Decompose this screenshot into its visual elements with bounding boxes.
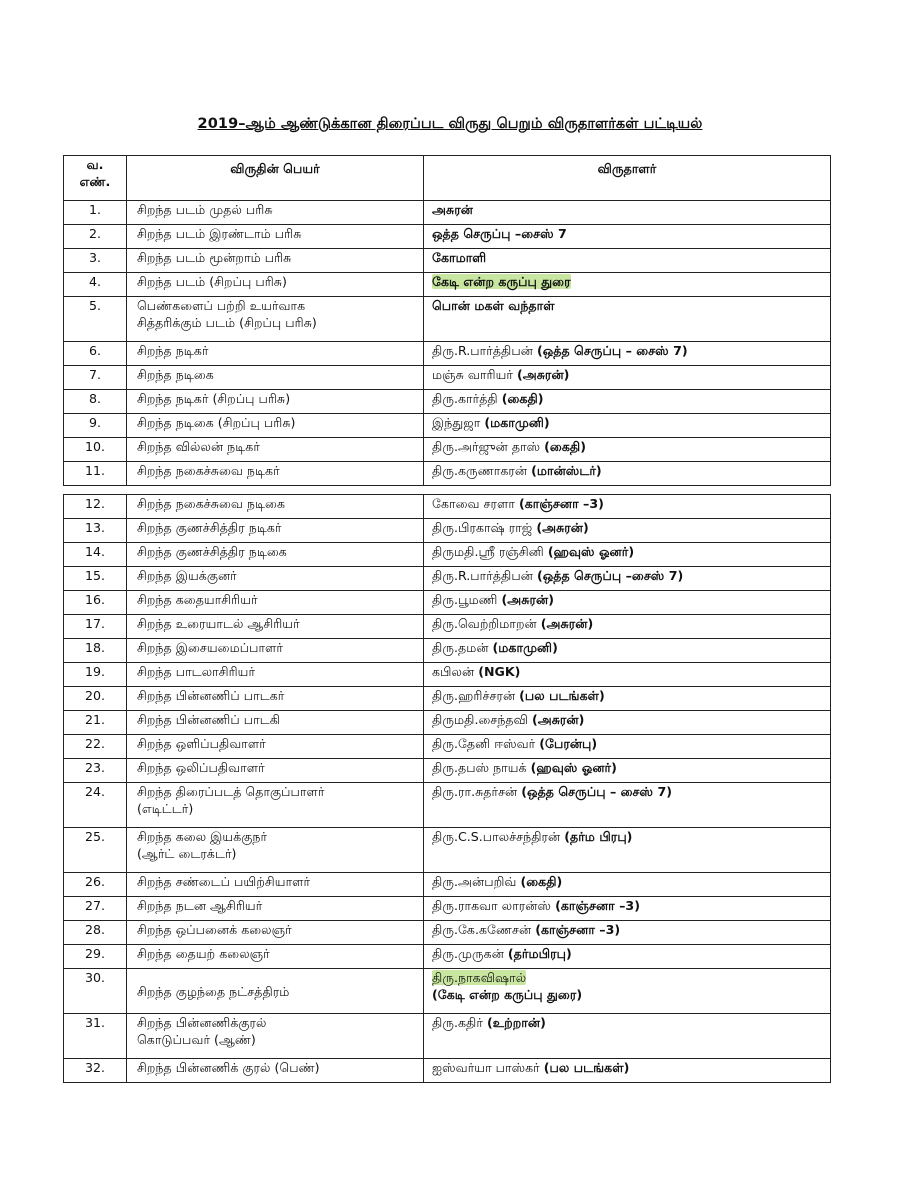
award-name-line: சிறந்த ஒலிப்பதிவாளர் — [137, 760, 265, 775]
award-name — [127, 873, 424, 897]
table-row — [64, 249, 831, 273]
award-name-line: சிறந்த குணச்சித்திர நடிகர் — [137, 520, 282, 535]
winner-name: திரு.ரா.சுதர்சன் — [432, 784, 522, 799]
winner — [424, 201, 831, 225]
award-name-line: சிறந்த உரையாடல் ஆசிரியர் — [137, 616, 300, 631]
award-name-line: பெண்களைப் பற்றி உயர்வாக — [137, 298, 306, 313]
serial-number: 1. — [64, 201, 127, 225]
winner — [424, 759, 831, 783]
winner-name: திருமதி.ஸ்ரீ ரஞ்சினி — [432, 544, 548, 559]
winner-name: இந்துஜா — [432, 415, 485, 430]
award-name — [127, 519, 424, 543]
winner — [424, 249, 831, 273]
winner — [424, 567, 831, 591]
film-title: (NGK) — [478, 664, 521, 679]
award-name — [127, 495, 424, 519]
winner-name: திரு.அர்ஜுன் தாஸ் — [432, 439, 545, 454]
award-name — [127, 414, 424, 438]
table-row — [64, 639, 831, 663]
winner-name: திரு.பூமணி — [432, 592, 502, 607]
film-title: (ஒத்த செருப்பு –சைஸ் 7) — [536, 568, 684, 583]
awards-table-part-2 — [63, 494, 831, 1083]
film-title: (பேரன்பு) — [539, 736, 598, 751]
table-row — [64, 414, 831, 438]
winner-name: திரு.அன்பறிவ் — [432, 874, 521, 889]
winner — [424, 663, 831, 687]
winner-name: திரு.C.S.பாலச்சந்திரன் — [432, 829, 565, 844]
winner — [424, 783, 831, 828]
award-name-line-2: (எடிட்டர்) — [137, 801, 194, 816]
winner — [424, 297, 831, 342]
award-name-line: சிறந்த நடிகை (சிறப்பு பரிசு) — [137, 415, 296, 430]
winner — [424, 543, 831, 567]
award-name-line: சிறந்த இயக்குனர் — [137, 568, 237, 583]
film-title: (அசுரன்) — [516, 367, 570, 382]
table-row — [64, 759, 831, 783]
table-row — [64, 390, 831, 414]
serial-number: 11. — [64, 462, 127, 486]
table-row — [64, 201, 831, 225]
award-name — [127, 390, 424, 414]
table-row — [64, 1059, 831, 1083]
award-name-line: சிறந்த குணச்சித்திர நடிகை — [137, 544, 287, 559]
table-row — [64, 945, 831, 969]
award-name — [127, 249, 424, 273]
film-title: (ஹவுஸ் ஓனர்) — [530, 760, 617, 775]
winner — [424, 438, 831, 462]
award-name — [127, 543, 424, 567]
winner — [424, 1014, 831, 1059]
winner — [424, 615, 831, 639]
table-row — [64, 873, 831, 897]
award-name — [127, 591, 424, 615]
winner-name: திரு.ஹரிச்சரன் — [432, 688, 520, 703]
film-title: (ஒத்த செருப்பு – சைஸ் 7) — [521, 784, 672, 799]
table-row — [64, 366, 831, 390]
serial-number: 13. — [64, 519, 127, 543]
award-name — [127, 567, 424, 591]
table-row — [64, 342, 831, 366]
page-title: 2019–ஆம் ஆண்டுக்கான திரைப்பட விருது பெறும் விருதாளர்கள் பட்டியல் — [197, 116, 703, 132]
award-name-line: சிறந்த திரைப்படத் தொகுப்பாளர் — [137, 784, 325, 799]
film-title: அசுரன் — [432, 202, 473, 217]
award-name-line: சிறந்த இசையமைப்பாளர் — [137, 640, 283, 655]
serial-number: 20. — [64, 687, 127, 711]
film-title: (காஞ்சனா –3) — [535, 922, 621, 937]
table-row — [64, 273, 831, 297]
winner — [424, 897, 831, 921]
award-name-line: சிறந்த படம் இரண்டாம் பரிசு — [137, 226, 302, 241]
award-name-line: சிறந்த நகைச்சுவை நடிகை — [137, 496, 286, 511]
film-title: கேடி என்ற கருப்பு துரை — [432, 274, 571, 289]
award-name — [127, 297, 424, 342]
serial-number: 5. — [64, 297, 127, 342]
table-row — [64, 897, 831, 921]
serial-number: 4. — [64, 273, 127, 297]
table-row — [64, 663, 831, 687]
winner — [424, 945, 831, 969]
film-title: (பல படங்கள்) — [519, 688, 605, 703]
award-name — [127, 225, 424, 249]
serial-number: 28. — [64, 921, 127, 945]
film-title: (கைதி) — [501, 391, 544, 406]
film-title: பொன் மகள் வந்தாள் — [432, 298, 555, 313]
film-title: (மகாமுனி) — [484, 415, 550, 430]
winner-name: திரு.நாகவிஷால் — [432, 970, 527, 985]
winner-name: திரு.கருணாகரன் — [432, 463, 532, 478]
serial-number: 31. — [64, 1014, 127, 1059]
table-row — [64, 438, 831, 462]
table-header-row — [64, 156, 831, 201]
table-row — [64, 543, 831, 567]
film-title: ஒத்த செருப்பு –சைஸ் 7 — [432, 226, 567, 241]
film-title: (ஒத்த செருப்பு – சைஸ் 7) — [536, 343, 688, 358]
awards-table-part-1 — [63, 155, 831, 486]
table-row — [64, 711, 831, 735]
serial-number: 19. — [64, 663, 127, 687]
award-name — [127, 687, 424, 711]
header-award-name: விருதின் பெயர் — [127, 156, 424, 201]
award-name-line: சிறந்த வில்லன் நடிகர் — [137, 439, 260, 454]
winner-name: திரு.R.பார்த்திபன் — [432, 343, 537, 358]
winner-name: திரு.கே.கணேசன் — [432, 922, 536, 937]
table-row — [64, 591, 831, 615]
winner — [424, 873, 831, 897]
film-title: (கைதி) — [544, 439, 586, 454]
award-name-line: சிறந்த நகைச்சுவை நடிகர் — [137, 463, 280, 478]
table-row — [64, 921, 831, 945]
serial-number: 12. — [64, 495, 127, 519]
header-winner: விருதாளர் — [424, 156, 831, 201]
award-name-line: சிறந்த படம் முதல் பரிசு — [137, 202, 273, 217]
film-title: (அசுரன்) — [536, 520, 589, 535]
award-name — [127, 639, 424, 663]
serial-number: 26. — [64, 873, 127, 897]
film-title: (காஞ்சனா –3) — [555, 898, 640, 913]
award-name — [127, 342, 424, 366]
award-name-line: சிறந்த படம் மூன்றாம் பரிசு — [137, 250, 292, 265]
winner — [424, 495, 831, 519]
award-name-line: சிறந்த பின்னணிக் குரல் (பெண்) — [137, 1060, 320, 1075]
film-title: (மகாமுனி) — [492, 640, 558, 655]
serial-number: 16. — [64, 591, 127, 615]
winner-name: திரு.ராகவா லாரன்ஸ் — [432, 898, 556, 913]
winner — [424, 342, 831, 366]
winner — [424, 639, 831, 663]
winner — [424, 462, 831, 486]
winner-name: திரு.கார்த்தி — [432, 391, 502, 406]
award-name-line: சிறந்த நடிகர் (சிறப்பு பரிசு) — [137, 391, 291, 406]
award-name — [127, 921, 424, 945]
award-name — [127, 969, 424, 1014]
award-name — [127, 663, 424, 687]
table-row — [64, 969, 831, 1014]
serial-number: 29. — [64, 945, 127, 969]
winner — [424, 273, 831, 297]
winner-name: திரு.தேனி ஈஸ்வர் — [432, 736, 540, 751]
winner — [424, 519, 831, 543]
winner — [424, 735, 831, 759]
award-name-line: சிறந்த பாடலாசிரியர் — [137, 664, 256, 679]
winner — [424, 225, 831, 249]
serial-number: 9. — [64, 414, 127, 438]
winner-name: திரு.தமன் — [432, 640, 493, 655]
award-name-line: சிறந்த பின்னணிப் பாடகி — [137, 712, 281, 727]
table-row — [64, 615, 831, 639]
film-title: (பல படங்கள்) — [543, 1060, 630, 1075]
film-title: (மான்ஸ்டர்) — [531, 463, 602, 478]
award-name-line: சிறந்த நடன ஆசிரியர் — [137, 898, 263, 913]
serial-number: 6. — [64, 342, 127, 366]
table-row — [64, 495, 831, 519]
film-title: (அசுரன்) — [540, 616, 594, 631]
film-title: (காஞ்சனா –3) — [518, 496, 604, 511]
serial-number: 22. — [64, 735, 127, 759]
award-name — [127, 897, 424, 921]
serial-number: 17. — [64, 615, 127, 639]
award-name — [127, 1014, 424, 1059]
serial-number: 3. — [64, 249, 127, 273]
award-name-line: சிறந்த படம் (சிறப்பு பரிசு) — [137, 274, 287, 289]
award-name — [127, 438, 424, 462]
film-title: (அசுரன்) — [531, 712, 585, 727]
film-title: (தர்மபிரபு) — [507, 946, 572, 961]
serial-number: 23. — [64, 759, 127, 783]
award-name-line: சிறந்த தையற் கலைஞர் — [137, 946, 270, 961]
serial-number: 15. — [64, 567, 127, 591]
table-row — [64, 828, 831, 873]
serial-number: 8. — [64, 390, 127, 414]
table-row — [64, 225, 831, 249]
serial-number: 30. — [64, 969, 127, 1014]
award-name — [127, 462, 424, 486]
award-name — [127, 711, 424, 735]
winner — [424, 366, 831, 390]
winner-name: ஐஸ்வர்யா பாஸ்கர் — [432, 1060, 544, 1075]
award-name — [127, 201, 424, 225]
serial-number: 7. — [64, 366, 127, 390]
serial-number: 32. — [64, 1059, 127, 1083]
film-title: (உற்றான்) — [486, 1015, 546, 1030]
award-name-line-2: கொடுப்பவர் (ஆண்) — [137, 1032, 256, 1047]
award-name-line: சிறந்த சண்டைப் பயிற்சியாளர் — [137, 874, 311, 889]
award-name — [127, 759, 424, 783]
award-name — [127, 783, 424, 828]
table-row — [64, 1014, 831, 1059]
table-row — [64, 462, 831, 486]
serial-number: 2. — [64, 225, 127, 249]
table-row — [64, 783, 831, 828]
award-name-line: சிறந்த பின்னணிக்குரல் — [137, 1015, 267, 1030]
award-name — [127, 615, 424, 639]
winner-name: திரு.முருகன் — [432, 946, 508, 961]
award-name-line: சிறந்த நடிகை — [137, 367, 214, 382]
serial-number: 24. — [64, 783, 127, 828]
award-name — [127, 735, 424, 759]
serial-number: 21. — [64, 711, 127, 735]
table-row — [64, 567, 831, 591]
award-name-line: சிறந்த ஒளிப்பதிவாளர் — [137, 736, 266, 751]
award-name-line: சிறந்த குழந்தை நட்சத்திரம் — [137, 983, 290, 999]
award-name — [127, 273, 424, 297]
award-name-line: சிறந்த பின்னணிப் பாடகர் — [137, 688, 285, 703]
winner — [424, 828, 831, 873]
winner — [424, 591, 831, 615]
award-name-line-2: (ஆர்ட் டைரக்டர்) — [137, 846, 237, 861]
award-name — [127, 1059, 424, 1083]
award-name — [127, 366, 424, 390]
table-row — [64, 687, 831, 711]
film-title: (ஹவுஸ் ஓனர்) — [547, 544, 635, 559]
award-name-line: சிறந்த நடிகர் — [137, 343, 209, 358]
winner — [424, 414, 831, 438]
winner-name: மஞ்சு வாரியர் — [432, 367, 517, 382]
header-serial-no: வ. எண். — [64, 156, 127, 201]
serial-number: 14. — [64, 543, 127, 567]
award-name — [127, 945, 424, 969]
winner-name: திரு.தபஸ் நாயக் — [432, 760, 531, 775]
award-name-line-2: சித்தரிக்கும் படம் (சிறப்பு பரிசு) — [137, 315, 317, 330]
winner-name: திரு.கதிர் — [432, 1015, 487, 1030]
winner — [424, 711, 831, 735]
table-row — [64, 519, 831, 543]
serial-number: 27. — [64, 897, 127, 921]
film-title: (அசுரன்) — [501, 592, 554, 607]
serial-number: 25. — [64, 828, 127, 873]
table-row — [64, 297, 831, 342]
award-name — [127, 828, 424, 873]
film-title: (கைதி) — [520, 874, 563, 889]
table-body-2 — [64, 495, 831, 1083]
film-title: கோமாளி — [432, 250, 487, 265]
winner — [424, 969, 831, 1014]
winner-name: திரு.R.பார்த்திபன் — [432, 568, 537, 583]
film-title: (தர்ம பிரபு) — [564, 829, 633, 844]
winner — [424, 687, 831, 711]
winner-name: திரு.பிரகாஷ் ராஜ் — [432, 520, 537, 535]
award-name-line: சிறந்த கலை இயக்குநர் — [137, 829, 268, 844]
winner-name: கபிலன் — [432, 664, 479, 679]
serial-number: 10. — [64, 438, 127, 462]
winner — [424, 1059, 831, 1083]
table-body-1 — [64, 201, 831, 486]
serial-number: 18. — [64, 639, 127, 663]
film-title: (கேடி என்ற கருப்பு துரை) — [432, 987, 583, 1002]
winner-name: திருமதி.சைந்தவி — [432, 712, 532, 727]
table-row — [64, 735, 831, 759]
winner — [424, 390, 831, 414]
winner-name: திரு.வெற்றிமாறன் — [432, 616, 541, 631]
award-name-line: சிறந்த ஒப்பனைக் கலைஞர் — [137, 922, 292, 937]
award-name-line: சிறந்த கதையாசிரியர் — [137, 592, 258, 607]
winner-name: கோவை சரளா — [432, 496, 519, 511]
winner — [424, 921, 831, 945]
